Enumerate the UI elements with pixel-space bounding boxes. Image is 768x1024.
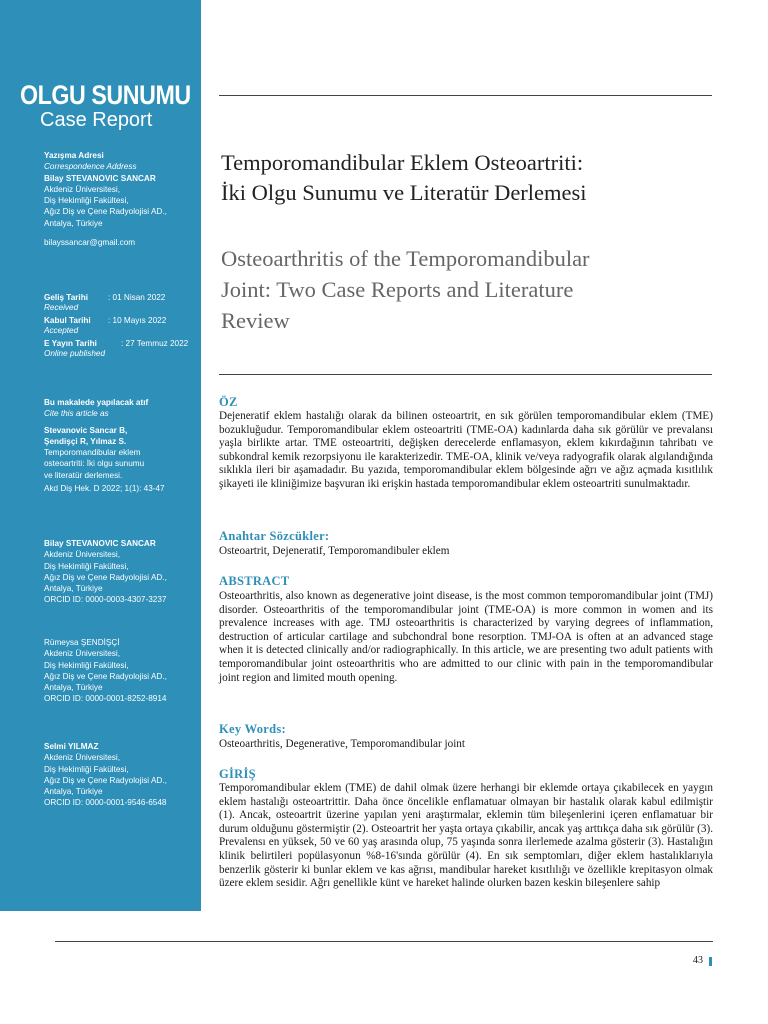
cite-journal: Akd Diş Hek. D 2022; 1(1): 43-47 [44,484,165,494]
author-affiliation: Akdeniz Üniversitesi, [44,753,120,763]
author-affiliation: Ağız Diş ve Çene Radyolojisi AD., [44,775,167,785]
author-name: Bilay STEVANOVIC SANCAR [44,539,156,548]
correspondence-label-en: Correspondence Address [44,162,137,172]
author-affiliation: Antalya, Türkiye [44,584,103,594]
page-number-marker [709,957,712,966]
date-label-en: Accepted [44,326,79,335]
date-label-en: Online published [44,349,105,358]
cite-block [44,397,196,494]
author-affiliation: Ağız Diş ve Çene Radyolojisi AD., [44,572,167,582]
title-rule [219,374,712,375]
author-affiliation: Antalya, Türkiye [44,787,103,797]
date-value: : 10 Mayıs 2022 [108,316,167,325]
author-name: Selmi YILMAZ [44,742,99,751]
author-name: Rümeysa ŞENDİŞÇİ [44,638,120,647]
keywords-tr-heading: Anahtar Sözcükler: [219,529,330,543]
dates-block [44,292,196,361]
section-subtitle: Case Report [40,109,153,131]
date-value: : 01 Nisan 2022 [108,293,166,302]
sidebar [0,0,201,911]
oz-text: Dejeneratif eklem hastalığı olarak da bilinen osteoartrit, en sık görülen temporomandibular eklem (TME) bozukluğudur. Temporomandibular eklem osteoartriti (TME-OA) kadınlarda daha sık görülür ve prevalansı yaşla birlikte artar. TME osteoartriti, değişken derecelerde enflamasyon, eklem kıkırdağının tahribatı ve subkondral kemik rezorpsiyonu ile karakterizedir. TME-OA, klinik ve/veya radyografik olarak algılandığında sıklıkla ileri bir aşamadadır. Bu yazıda, temporomandibular eklem bölgesinde ağrı ve ağız açmada kısıtlılık şikayeti ile kliniğimize başvuran iki erişkin hastada temporomandibular eklem osteoartriti sunulmaktadır. [219,410,713,490]
cite-label-en: Cite this article as [44,409,109,419]
title-turkish-line: İki Olgu Sunumu ve Literatür Derlemesi [221,180,587,205]
keywords-tr-text: Osteoartrit, Dejeneratif, Temporomandibuler eklem [219,545,450,557]
date-label: Kabul Tarihi [44,316,91,325]
page-number: 43 [693,955,703,966]
cite-label: Bu makalede yapılacak atıf [44,398,149,407]
cite-title-line: osteoartriti: İki olgu sunumu [44,459,145,469]
author-affiliation: Diş Hekimliği Fakültesi, [44,764,129,774]
oz-heading: ÖZ [219,395,238,409]
author-block [44,538,196,606]
abstract-text: Osteoarthritis, also known as degenerative joint disease, is the most common temporomandibular joint (TMJ) disorder. Osteoarthritis of the temporomandibular joint (TME-OA) is more common in women and its prevalence increases with age. TMJ osteoarthritis is characterized by varying degrees of inflammation, destruction of articular cartilage and subchondral bone resorption. TMJ-OA is often at an advanced stage when it is detected clinically and/or radiographically. In this article, we are presenting two adult patients with temporomandibular joint osteoarthritis who are admitted to our clinic with pain in the temporomandibular joint region and limited mouth opening. [219,590,713,684]
date-label: Geliş Tarihi [44,293,88,302]
title-english-line: Joint: Two Case Reports and Literature [221,277,574,302]
correspondence-line: Diş Hekimliği Fakültesi, [44,196,129,206]
author-orcid: ORCID ID: 0000-0003-4307-3237 [44,595,167,605]
cite-title-line: ve literatür derlemesi. [44,470,123,480]
author-block [44,637,196,705]
author-affiliation: Antalya, Türkiye [44,683,103,693]
date-value: : 27 Temmuz 2022 [121,339,189,348]
giris-heading: GİRİŞ [219,767,256,781]
abstract-heading: ABSTRACT [219,574,290,588]
keywords-en-text: Osteoarthritis, Degenerative, Temporomandibular joint [219,738,465,750]
date-label: E Yayın Tarihi [44,339,97,348]
author-affiliation: Diş Hekimliği Fakültesi, [44,660,129,670]
correspondence-line: Akdeniz Üniversitesi, [44,184,120,194]
correspondence-name: Bilay STEVANOVIC SANCAR [44,173,156,183]
date-label-en: Received [44,303,79,312]
section-title: OLGU SUNUMU [20,80,191,110]
author-affiliation: Ağız Diş ve Çene Radyolojisi AD., [44,671,167,681]
cite-title-line: Temporomandibular eklem [44,448,141,458]
author-affiliation: Akdeniz Üniversitesi, [44,649,120,659]
author-orcid: ORCID ID: 0000-0001-9546-6548 [44,798,167,808]
title-english-line: Review [221,308,290,333]
author-affiliation: Diş Hekimliği Fakültesi, [44,561,129,571]
title-turkish-line: Temporomandibular Eklem Osteoartriti: [221,150,584,175]
date-received [44,292,196,302]
correspondence-block [44,150,196,248]
cite-authors: Şendişçi R, Yılmaz S. [44,436,127,446]
title-english-line: Osteoarthritis of the Temporomandibular [221,246,590,271]
author-block [44,741,196,809]
title-english [221,243,711,336]
giris-text: Temporomandibular eklem (TME) de dahil olmak üzere herhangi bir eklemde ortaya çıkabilecek en yaygın eklem hastalığı osteoartrittir. Daha önce öncelikle enflamatuar olmayan bir hastalık olarak kabul edilmiştir (1). Ancak, osteoartrit üzerine yapılan yeni araştırmalar, eklemin tüm bileşenlerini içeren enflamatuar bir durum olduğunu göstermiştir (2). Osteoartrit her yaşta ortaya çıkabilir, ancak yaş arttıkça daha sık görülür (3). Prevalensı en yüksek, 50 ve 60 yaş arasında olup, 75 yaşında sonra ilerlemede azalma gösterir (3). Hastalığın klinik belirtileri popülasyonun %8-16'sında görülür (4). En sık semptomları, diğer eklem hastalıklarıyla benzerlik gösterir ki bunlar eklem ve kas ağrısı, mandibular hareket kısıtlılığı ve özellikle krepitasyon olmak üzere eklem sesidir. Ağrı genellikle künt ve hareket halinde olurken bazen keskin bileşenlere sahip [219,782,713,890]
title-turkish [221,148,711,208]
correspondence-line: Ağız Diş ve Çene Radyolojisi AD., [44,207,167,217]
top-rule [219,95,712,96]
correspondence-email[interactable]: bilayssancar@gmail.com [44,238,136,248]
cite-authors: Stevanovic Sancar B, [44,425,128,435]
correspondence-label: Yazışma Adresi [44,151,104,160]
date-accepted [44,315,196,325]
date-online [44,338,196,348]
keywords-en-heading: Key Words: [219,722,287,736]
author-orcid: ORCID ID: 0000-0001-8252-8914 [44,694,167,704]
correspondence-line: Antalya, Türkiye [44,218,103,228]
footer-rule [55,941,713,942]
author-affiliation: Akdeniz Üniversitesi, [44,550,120,560]
